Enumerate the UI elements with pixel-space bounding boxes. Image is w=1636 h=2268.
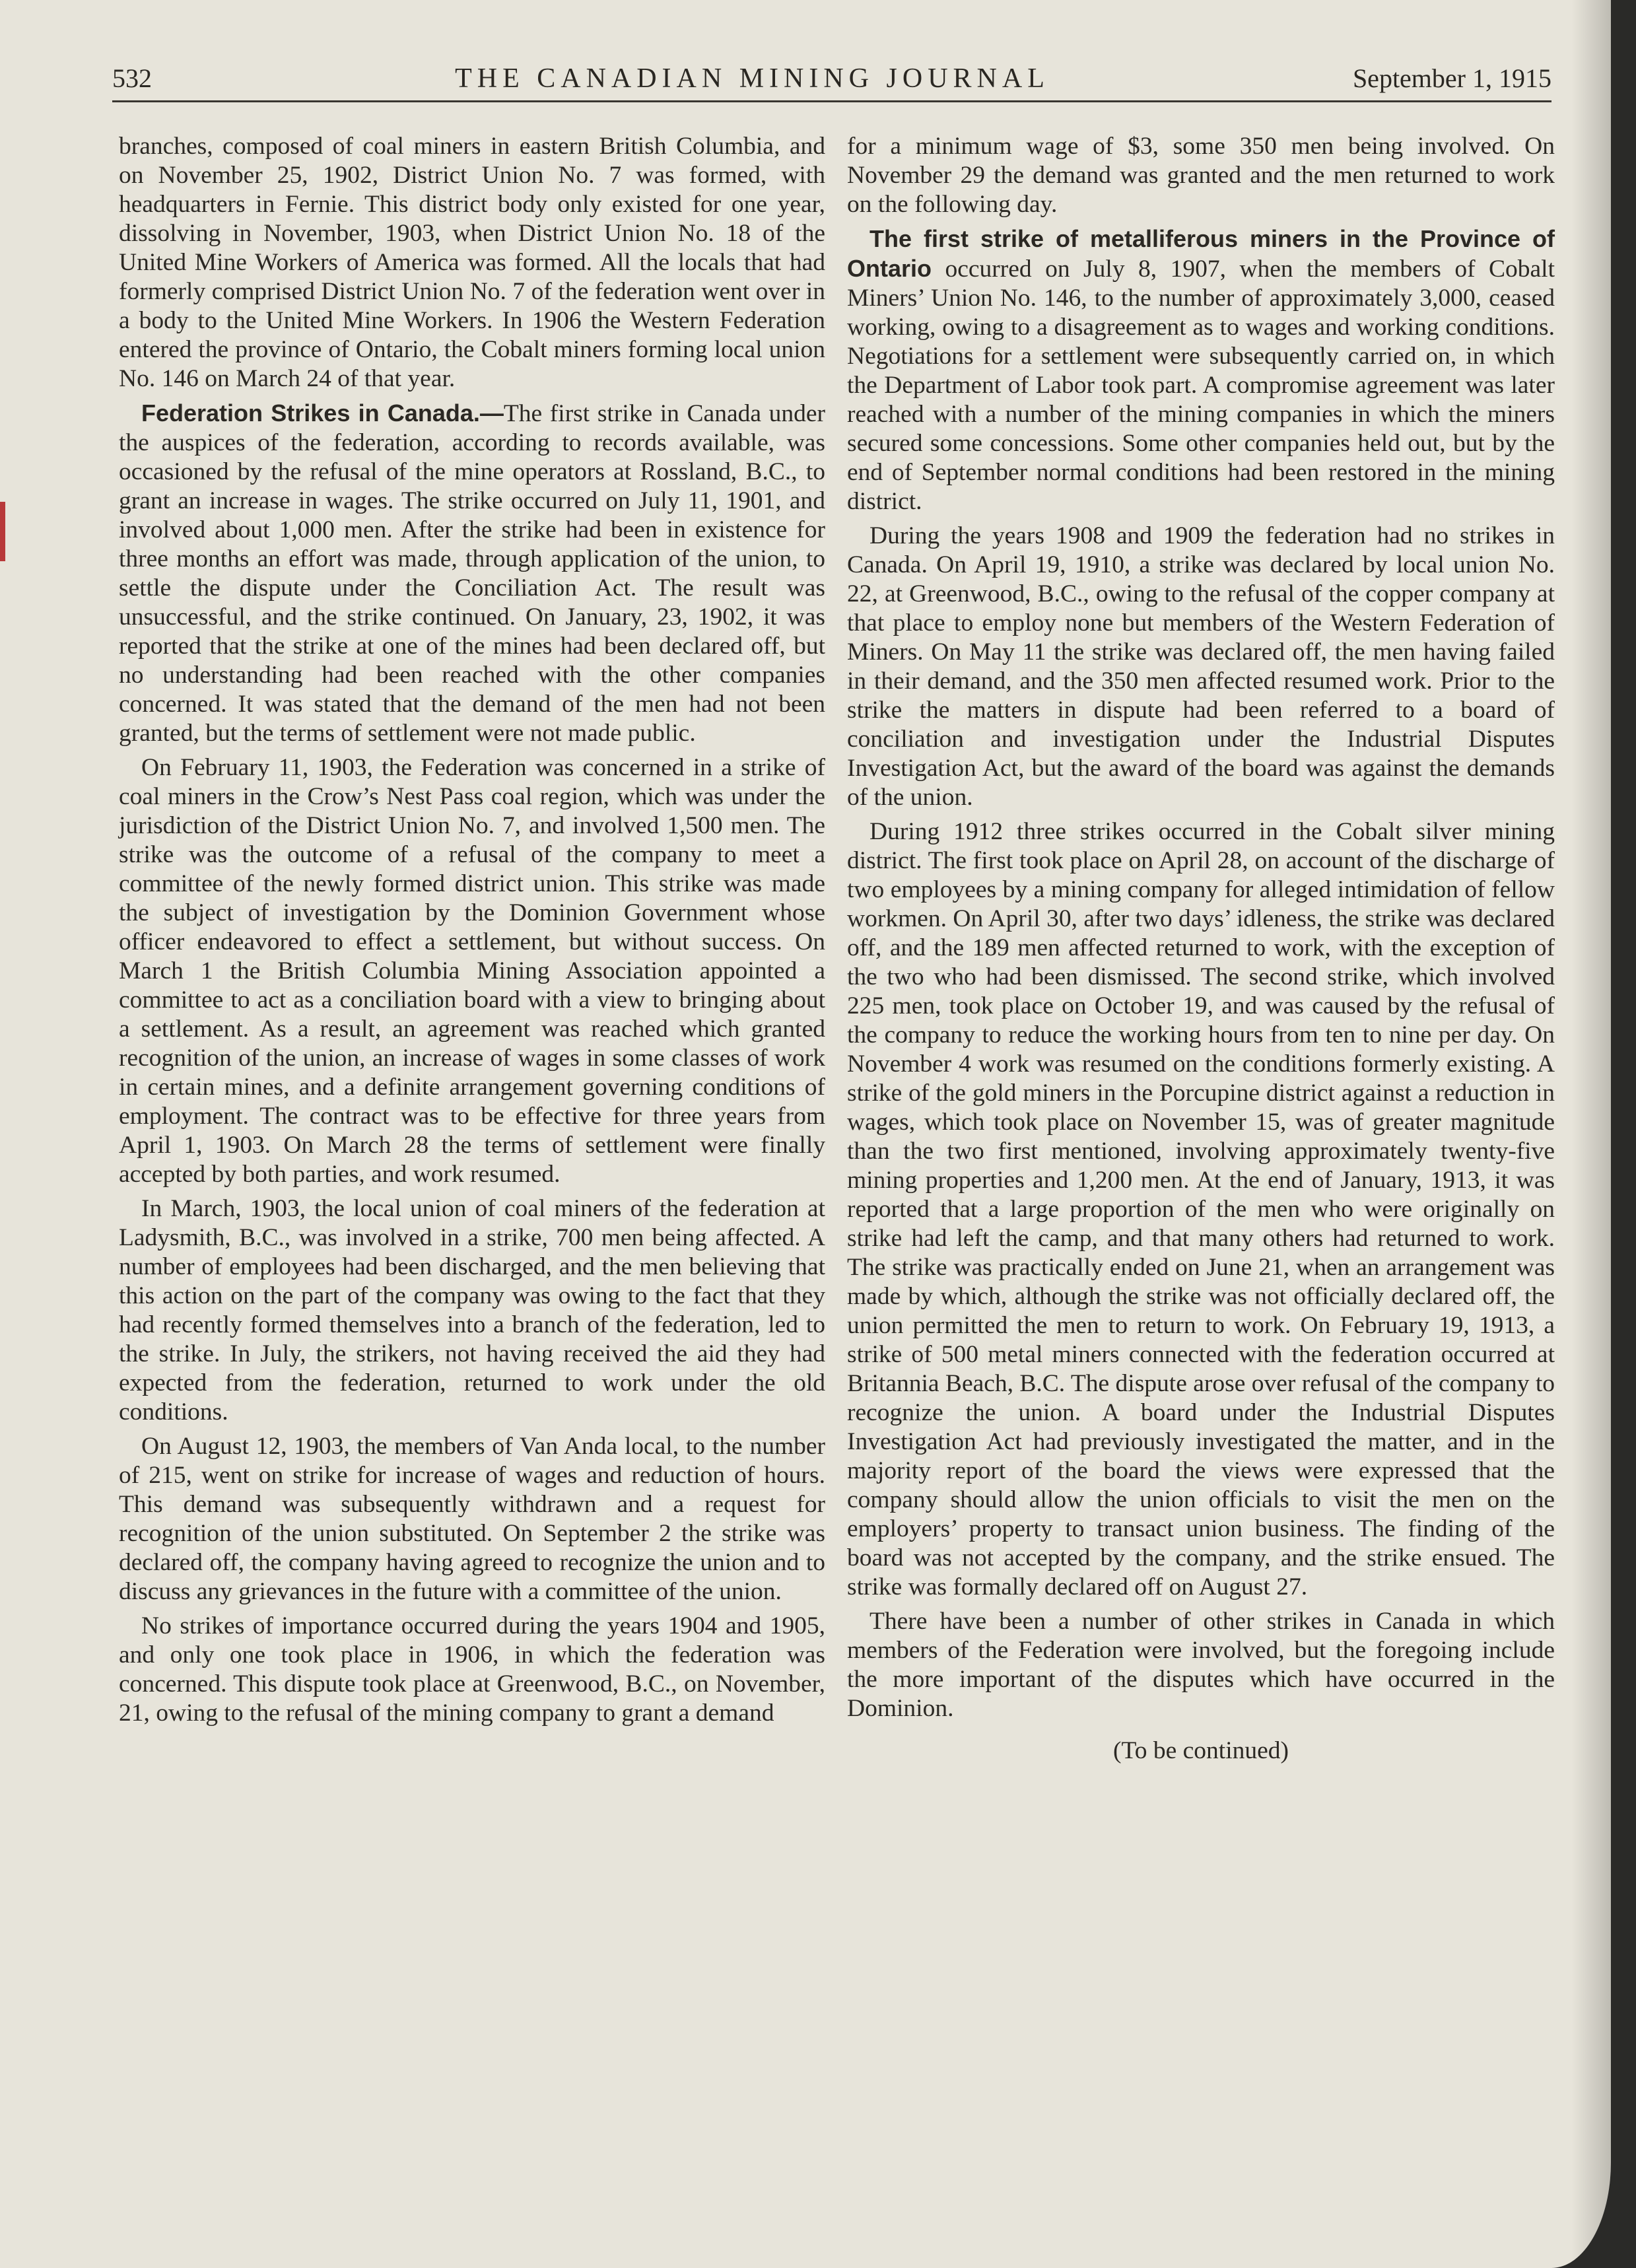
paragraph-text: The first strike in Canada under the auspices of the federation, according to records available, was occasioned by the refusal of the mine operators at Rossland, B.C., to grant an increase in wages. The strike occurred on July 11, 1901, and involved about 1,000 men. After the strike had been in existence for three months an effort was made, through application of the union, to settle the dispute under the Conciliation Act. The result was unsuccessful, and the strike continued. On January, 23, 1902, it was reported that the strike at one of the mines had been declared off, but no understanding had been reached with the other companies concerned. It was stated that the demand of the men had not been granted, but the terms of settlement were not made public. — [119, 400, 825, 747]
paragraph — [847, 224, 1555, 516]
paragraph: During 1912 three strikes occurred in the Cobalt silver mining district. The first took place on April 28, on account of the discharge of two employees by a mining company for alleged intimidation of fellow workmen. On April 30, after two days’ idleness, the strike was declared off, and the 189 men affected returned to work, with the exception of the two who had been dismissed. The second strike, which involved 225 men, took place on October 19, and was caused by the refusal of the company to reduce the working hours from ten to nine per day. On November 4 work was resumed on the conditions formerly existing. A strike of the gold miners in the Porcupine district against a reduction in wages, which took place on November 15, was of greater magnitude than the two first mentioned, involving approximately twenty-five mining properties and 1,200 men. At the end of January, 1913, it was reported that a large proportion of the men who were originally on strike had left the camp, and that many others had returned to work. The strike was practically ended on June 21, when an arrangement was made by which, although the strike was not officially declared off, the union permitted the men to return to work. On February 19, 1913, a strike of 500 metal miners connected with the federation occurred at Britannia Beach, B.C. The dispute arose over refusal of the company to recognize the union. A board under the Industrial Disputes Investigation Act had previously investigated the matter, and in the majority report of the board the views were expressed that the company should allow the union officials to visit the men on the employers’ property to transact union business. The finding of the board was not accepted by the company, and the strike ensued. The strike was formally declared off on August 27. — [847, 818, 1555, 1600]
running-header — [112, 63, 1551, 102]
continued-note: (To be continued) — [1112, 1737, 1289, 1764]
paragraph — [119, 399, 825, 748]
paragraph: There have been a number of other strikes in Canada in which members of the Federation were involved, but the foregoing include the more important of the disputes which have occurred in the Dominion. — [847, 1608, 1555, 1722]
paragraph: for a minimum wage of $3, some 350 men being involved. On November 29 the demand was granted and the men returned to work on the following day. — [847, 133, 1555, 218]
left-column — [119, 132, 825, 1733]
page-edge-mark — [0, 502, 5, 561]
page-number: 532 — [112, 63, 152, 93]
section-lead: The first strike of metalliferous miners in the Province of Ontario — [847, 225, 1555, 282]
journal-title: THE CANADIAN MINING JOURNAL — [455, 63, 1050, 94]
right-column — [847, 132, 1555, 1771]
paragraph: On February 11, 1903, the Federation was concerned in a strike of coal miners in the Crow’s Nest Pass coal region, which was under the jurisdiction of the District Union No. 7, and involved 1,500 men. The strike was the outcome of a refusal of the company to meet a committee of the newly formed district union. This strike was made the subject of investigation by the Dominion Government whose officer endeavored to effect a settlement, but without success. On March 1 the British Columbia Mining Association appointed a committee to act as a conciliation board with a view to bringing about a settlement. As a result, an agreement was reached which granted recognition of the union, an increase of wages in some classes of work in certain mines, and a definite arrangement governing conditions of employment. The contract was to be effective for three years from April 1, 1903. On March 28 the terms of settlement were finally accepted by both parties, and work resumed. — [119, 754, 825, 1188]
binding-shadow — [1571, 0, 1611, 2268]
paragraph: In March, 1903, the local union of coal miners of the federation at Ladysmith, B.C., was involved in a strike, 700 men being affected. A number of employees had been discharged, and the men believing that this action on the part of the company was owing to the fact that they had recently formed themselves into a branch of the federation, led to the strike. In July, the strikers, not having received the aid they had expected from the federation, returned to work under the old conditions. — [119, 1195, 825, 1426]
paragraph: No strikes of importance occurred during the years 1904 and 1905, and only one took place in 1906, in which the federation was concerned. This dispute took place at Greenwood, B.C., on November, 21, owing to the refusal of the mining company to grant a demand — [119, 1612, 825, 1727]
section-lead: Federation Strikes in Canada.— — [141, 399, 504, 427]
paragraph: On August 12, 1903, the members of Van Anda local, to the number of 215, went on strike for increase of wages and reduction of hours. This demand was subsequently withdrawn and a request for recognition of the union substituted. On September 2 the strike was declared off, the company having agreed to recognize the union and to discuss any grievances in the future with a committee of the union. — [119, 1433, 825, 1605]
paragraph: During the years 1908 and 1909 the federation had no strikes in Canada. On April 19, 1910, a strike was declared by local union No. 22, at Greenwood, B.C., owing to the refusal of the copper company at that place to employ none but members of the Western Federation of Miners. On May 11 the strike was declared off, the men having failed in their demand, and the 350 men affected resumed work. Prior to the strike the matters in dispute had been referred to a board of conciliation and investigation under the Industrial Disputes Investigation Act, but the award of the board was against the demands of the union. — [847, 522, 1555, 811]
paragraph-text: occurred on July 8, 1907, when the members of Cobalt Miners’ Union No. 146, to the number of approximately 3,000, ceased working, owing to a disagreement as to wages and working conditions. Negotiations for a settlement were subsequently carried on, in which the Department of Labor took part. A compromise agreement was later reached with a number of the mining companies in which the miners secured some concessions. Some other companies held out, but by the end of September normal conditions had been restored in the mining district. — [847, 256, 1555, 515]
header-rule — [112, 100, 1551, 102]
issue-date: September 1, 1915 — [1352, 63, 1551, 93]
paragraph: branches, composed of coal miners in eastern British Columbia, and on November 25, 1902, District Union No. 7 was formed, with headquarters in Fernie. This district body only existed for one year, dissolving in November, 1903, when District Union No. 18 of the United Mine Workers of America was formed. All the locals that had formerly comprised District Union No. 7 of the federation went over in a body to the United Mine Workers. In 1906 the Western Federation entered the province of Ontario, the Cobalt miners forming local union No. 146 on March 24 of that year. — [119, 133, 825, 392]
